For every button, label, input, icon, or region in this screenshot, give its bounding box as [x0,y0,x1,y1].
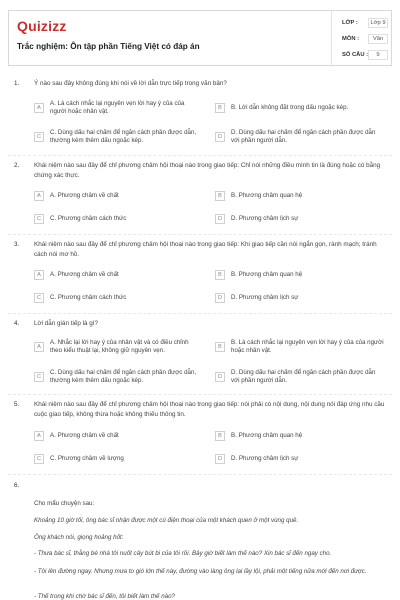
meta-value: 9 [368,50,388,60]
question-divider [8,474,392,475]
option-text: B. Phương châm quan hệ [231,192,303,199]
passage-line: Khoảng 10 giờ tối, ông bác sĩ nhận được một cú điện thoại của một khách quen ở một vùng quê. [34,517,299,524]
answer-option-b[interactable] [215,338,385,356]
option-text: B. Là cách nhắc lại nguyên vẹn lời hay ý của của người hoặc nhân vật. [231,339,384,354]
option-letter: B [215,270,225,280]
meta-row-class [332,15,394,31]
option-letter: D [215,454,225,464]
option-text: D. Phương châm lịch sự [231,455,299,462]
answer-option-c[interactable] [34,289,202,307]
option-text: B. Phương châm quan hệ [231,271,303,278]
option-text: A. Phương châm về chất [50,192,119,199]
option-letter: C [34,293,44,303]
meta-label: MÔN : [342,36,360,42]
question-text: Khái niệm nào sau đây để chỉ phương châm hội thoại nào trong giao tiếp: Chỉ nói những điều mình tin là đúng hoặc có bằng chứng xác thực. [34,162,381,179]
option-letter: C [34,132,44,142]
option-letter: C [34,372,44,382]
option-text: D. Dùng dấu hai chấm để ngăn cách phần được dẫn với phần người dẫn. [231,129,376,144]
answer-option-a[interactable] [34,266,202,284]
passage-line: - Tôi lên đường ngay. Nhưng mưa to gió lớn thế này, đường vào làng ông lại lầy lội, phải một tiếng nữa mới đến nơi được. [34,568,367,575]
answer-option-a[interactable] [34,187,202,205]
option-text: A. Phương châm về chất [50,432,119,439]
option-letter: D [215,132,225,142]
answer-option-b[interactable] [215,266,385,284]
question-text: Ý nào sau đây không đúng khi nói về lời dẫn trực tiếp trong văn bản? [34,80,227,87]
option-letter: B [215,342,225,352]
question-divider [8,155,392,156]
option-letter: B [215,431,225,441]
passage-line: - Thế trong khi chờ bác sĩ đến, tôi biết làm thế nào? [34,593,175,600]
quizizz-logo[interactable]: Quizizz [17,18,67,34]
question-text: Khái niệm nào sau đây để chỉ phương châm hội thoại nào trong giao tiếp: nói phải có nội dung, nội dung nói đáp ứng nhu cầu cuộc giao tiếp, không thừa hoặc không thiếu thông tin. [34,401,385,418]
option-letter: C [34,454,44,464]
question-number: 4. [14,320,20,327]
answer-option-c[interactable] [34,210,202,228]
option-text: B. Phương châm quan hệ [231,432,303,439]
question-divider [8,313,392,314]
answer-option-c[interactable] [34,368,202,386]
worksheet-header [8,10,392,66]
question-number: 5. [14,401,20,408]
passage-line: - Thưa bác sĩ, thằng bé nhà tôi nuốt cây bút bi của tôi rồi. Bây giờ biết làm thế nào? Xin bác sĩ đến ngay cho. [34,550,332,557]
meta-row-count [332,47,394,63]
option-text: D. Phương châm lịch sự [231,215,299,222]
answer-option-b[interactable] [215,99,385,117]
option-text: A. Phương châm về chất [50,271,119,278]
option-letter: B [215,191,225,201]
answer-option-d[interactable] [215,450,385,468]
answer-option-c[interactable] [34,450,202,468]
answer-option-a[interactable] [34,427,202,445]
passage-intro: Cho mẩu chuyện sau: [34,500,95,507]
question-divider [8,234,392,235]
answer-option-a[interactable] [34,99,202,117]
question-number: 6. [14,482,20,489]
option-letter: A [34,103,44,113]
page-title: Trắc nghiệm: Ôn tập phần Tiếng Việt có đáp án [17,42,200,51]
option-letter: C [34,214,44,224]
meta-value: Lớp 9 [368,18,388,28]
option-letter: D [215,293,225,303]
option-text: C. Dùng dấu hai chấm để ngăn cách phần được dẫn, thường kèm thêm dấu ngoặc kép. [50,369,197,384]
answer-option-c[interactable] [34,128,202,146]
answer-option-d[interactable] [215,289,385,307]
option-letter: D [215,214,225,224]
option-letter: A [34,270,44,280]
question-text: Lời dẫn gián tiếp là gì? [34,320,98,327]
question-divider [8,394,392,395]
meta-value: Văn [368,34,388,44]
meta-label: LỚP : [342,20,358,26]
option-text: D. Phương châm lịch sự [231,294,299,301]
passage-line: Ông khách nói, giọng hoảng hốt: [34,534,124,541]
answer-option-b[interactable] [215,187,385,205]
answer-option-d[interactable] [215,128,385,146]
option-text: C. Dùng dấu hai chấm để ngăn cách phần được dẫn, thường kèm thêm dấu ngoặc kép. [50,129,197,144]
question-text: Khái niệm nào sau đây để chỉ phương châm hội thoại nào trong giao tiếp: Khi giao tiếp cần nói ngắn gọn, rành mạch; tránh cách nói mơ hồ. [34,241,377,258]
option-text: B. Lời dẫn không đặt trong dấu ngoặc kép. [231,104,349,111]
answer-option-d[interactable] [215,368,385,386]
option-text: A. Nhắc lại lời hay ý của nhân vật và có điều chỉnh theo kiểu thuật lại, không giữ nguyên vẹn. [50,339,189,354]
answer-option-b[interactable] [215,427,385,445]
option-text: C. Phương châm về lượng [50,455,124,462]
meta-row-subject [332,31,394,47]
option-letter: A [34,431,44,441]
question-number: 2. [14,162,20,169]
option-text: A. Là cách nhắc lại nguyên vẹn lời hay ý của của người hoặc nhân vật. [50,100,185,115]
worksheet-meta [331,11,393,67]
option-text: C. Phương châm cách thức [50,215,127,222]
question-number: 3. [14,241,20,248]
answer-option-d[interactable] [215,210,385,228]
question-number: 1. [14,80,20,87]
option-letter: D [215,372,225,382]
option-text: C. Phương châm cách thức [50,294,127,301]
meta-label: SỐ CÂU : [342,52,369,58]
option-letter: B [215,103,225,113]
answer-option-a[interactable] [34,338,202,356]
option-text: D. Dùng dấu hai chấm để ngăn cách phần được dẫn với phần người dẫn. [231,369,376,384]
option-letter: A [34,342,44,352]
option-letter: A [34,191,44,201]
